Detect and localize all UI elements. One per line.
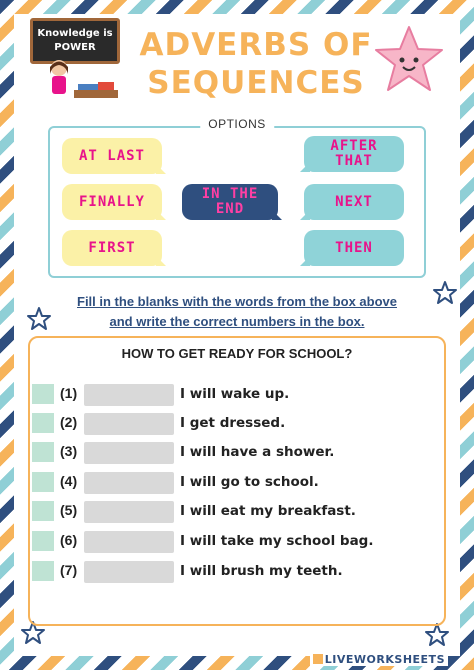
row-number: (4) [60, 473, 78, 489]
teacher-icon [44, 58, 74, 98]
row-sentence: I will take my school bag. [180, 533, 374, 549]
title-line1: ADVERBS OF [139, 27, 373, 63]
option-finally[interactable]: FINALLY [62, 184, 162, 220]
option-after-that[interactable]: AFTER THAT [304, 136, 404, 172]
row-number: (1) [60, 385, 78, 401]
adverb-blank-input[interactable] [84, 561, 174, 583]
order-number-input[interactable] [32, 561, 54, 581]
option-at-last[interactable]: AT LAST [62, 138, 162, 174]
option-in-the-end[interactable]: IN THE END [182, 184, 278, 220]
star-outline-icon [432, 280, 458, 306]
row-sentence: I will go to school. [180, 474, 319, 490]
row-number: (5) [60, 502, 78, 518]
row-sentence: I get dressed. [180, 415, 286, 431]
row-sentence: I will brush my teeth. [180, 563, 343, 579]
option-first[interactable]: FIRST [62, 230, 162, 266]
row-number: (6) [60, 532, 78, 548]
instructions-text: Fill in the blanks with the words from the box above and write the correct numbers in the box. [77, 294, 397, 329]
badge-line1: Knowledge is [37, 28, 113, 39]
logo-mark-icon [313, 654, 323, 664]
adverb-blank-input[interactable] [84, 384, 174, 406]
adverb-blank-input[interactable] [84, 531, 174, 553]
adverb-blank-input[interactable] [84, 413, 174, 435]
adverb-blank-input[interactable] [84, 472, 174, 494]
star-outline-icon [26, 306, 52, 332]
logo-text: LIVEWORKSHEETS [324, 653, 445, 666]
option-then[interactable]: THEN [304, 230, 404, 266]
order-number-input[interactable] [32, 384, 54, 404]
row-number: (2) [60, 414, 78, 430]
option-next[interactable]: NEXT [304, 184, 404, 220]
books-icon [74, 82, 118, 98]
badge-line2: POWER [54, 42, 96, 53]
order-number-input[interactable] [32, 531, 54, 551]
order-number-input[interactable] [32, 413, 54, 433]
liveworksheets-logo[interactable] [310, 653, 448, 666]
options-label: OPTIONS [200, 117, 274, 131]
row-number: (3) [60, 443, 78, 459]
row-number: (7) [60, 562, 78, 578]
adverb-blank-input[interactable] [84, 442, 174, 464]
row-sentence: I will have a shower. [180, 444, 335, 460]
row-sentence: I will eat my breakfast. [180, 503, 356, 519]
adverb-blank-input[interactable] [84, 501, 174, 523]
page-title [136, 26, 376, 102]
knowledge-badge [30, 18, 122, 100]
order-number-input[interactable] [32, 442, 54, 462]
exercise-title: HOW TO GET READY FOR SCHOOL? [121, 346, 353, 361]
star-character-icon [372, 24, 446, 94]
title-line2: SEQUENCES [147, 65, 365, 101]
order-number-input[interactable] [32, 501, 54, 521]
row-sentence: I will wake up. [180, 386, 290, 402]
order-number-input[interactable] [32, 472, 54, 492]
